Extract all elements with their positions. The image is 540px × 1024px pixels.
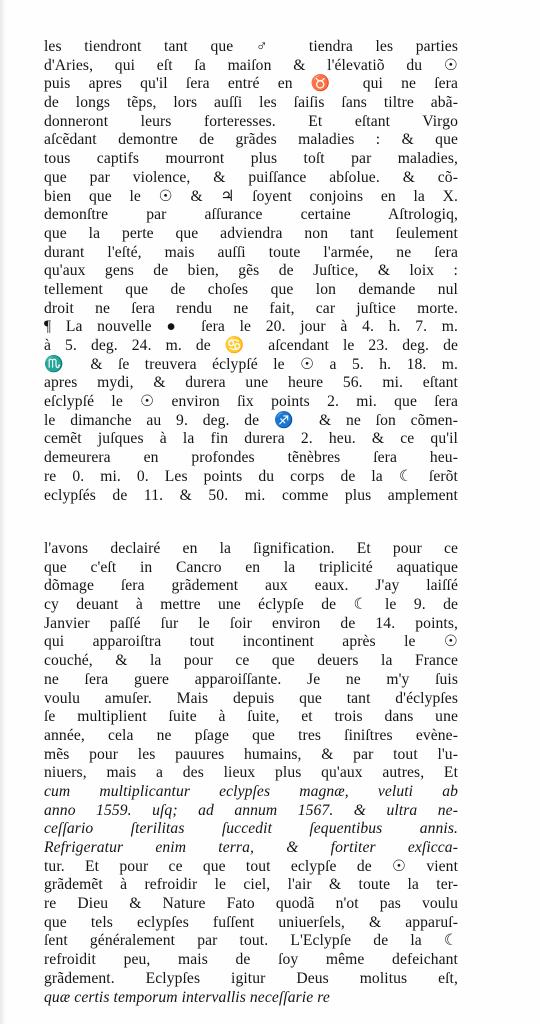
text-line: les tiendront tant que ♂ tiendra les parties [44, 38, 458, 55]
text-line: d'Aries, qui eſt ſa maiſon & l'élevatiõ du ☉ [44, 56, 458, 74]
text-line: que c'eſt in Cancro en la triplicité aquatique [44, 558, 458, 576]
text-line: bien que le ☉ & ♃ ſoyent conjoins en la X. [44, 187, 458, 205]
top-paragraph-block [44, 38, 458, 505]
text-line: que par violence, & puiſſance abſolue. & cõ- [44, 168, 458, 186]
text-line: année, cela ne pſage que tres ſiniſtres evène- [44, 726, 458, 744]
text-line: de longs tẽps, lors auſſi les ſaiſis ſans tiltre abã- [44, 94, 458, 112]
text-line: tellement que de choſes que lon demande nul [44, 280, 458, 298]
text-line: à 5. deg. 24. m. de ♋ aſcendant le 23. deg. de [44, 337, 458, 354]
text-line: grãdement. Eclypſes igitur Deus molitus eſt, [44, 969, 458, 987]
text-line: qui apparoiſtra tout incontinent après le ☉ [44, 633, 458, 651]
text-line: Refrigeratur enim terra, & fortiter exſicca- [44, 839, 458, 856]
text-line: droit ne ſera rendu ne fait, car juſtice morte. [44, 299, 458, 317]
text-line: durant l'eſté, mais auſſi toute l'armée, ne ſera [44, 243, 458, 261]
text-line: mẽs pour les pauures humains, & par tout l'u- [44, 745, 458, 763]
text-line: l'avons declairé en la ſignification. Et pour ce [44, 540, 458, 557]
text-line: que la perte que adviendra non tant ſeulement [44, 224, 458, 242]
text-line: ceſſario ſterilitas ſuccedit ſequentibus annis. [44, 820, 458, 838]
text-line: re 0. mi. 0. Les points du corps de la ☾ ſerõt [44, 467, 458, 485]
text-line: voulu amuſer. Mais depuis que tant d'éclypſes [44, 689, 458, 707]
text-line: re Dieu & Nature Fato quodã n'ot pas voulu [44, 895, 458, 913]
text-line: eſclypſé le ☉ environ ſix points 2. mi. que ſera [44, 393, 458, 411]
text-line: cemẽt juſques à la fin durera 2. heu. & ce qu'il [44, 430, 458, 448]
text-line: tous captifs mourront plus toſt par maladies, [44, 150, 458, 168]
text-line: niuers, mais a des lieux plus qu'aux autres, Et [44, 764, 458, 782]
text-line: refroidit peu, mais de ſoy même defeichant [44, 951, 458, 969]
text-line: ♏ & ſe treuvera éclypſé le ☉ a 5. h. 18. m. [44, 355, 458, 373]
text-line: qu'aux gens de bien, gẽs de Juſtice, & loix : [44, 262, 458, 280]
text-line: Janvier paſſé ſur le ſoir environ de 14. points, [44, 614, 458, 632]
text-line: couché, & la pour ce que deuers la France [44, 652, 458, 670]
text-line: cum multiplicantur eclypſes magnæ, veluti ab [44, 782, 458, 800]
text-line: apres mydi, & durera une heure 56. mi. eſtant [44, 374, 458, 392]
text-line: tur. Et pour ce que tout eclypſe de ☉ vient [44, 857, 458, 875]
text-line: grãdemẽt à refroidir le ciel, l'air & toute la ter- [44, 876, 458, 894]
page-gutter-shadow [0, 0, 6, 1024]
bottom-paragraph-block [44, 540, 458, 1007]
text-line: aſcẽdant demontre de grãdes maladies : & que [44, 131, 458, 149]
text-line: dõmage ſera grãdement aux eaux. J'ay laiſſé [44, 577, 458, 595]
text-line: anno 1559. uſq; ad annum 1567. & ultra ne- [44, 801, 458, 819]
text-line: eclypſés de 11. & 50. mi. comme plus amplement [44, 486, 458, 504]
text-line: demonſtre par aſſurance certaine Aſtrologiq, [44, 206, 458, 224]
text-line: quæ certis temporum intervallis neceſſarie re [44, 988, 330, 1006]
text-line: ſent généralement par tout. L'Eclypſe de la ☾ [44, 932, 458, 950]
text-line: ſe multiplient ſuite à ſuite, et trois dans une [44, 708, 458, 726]
text-line: demeurera en profondes tẽnèbres ſera heu- [44, 449, 458, 467]
text-line: le dimanche au 9. deg. de ♐ & ne ſon cõmen- [44, 411, 458, 429]
text-line: cy deuant à mettre une éclypſe de ☾ le 9. de [44, 596, 458, 614]
text-line: que tels eclypſes fuſſent uniuerſels, & apparuſ- [44, 913, 458, 931]
text-line: puis apres qu'il ſera entré en ♉ qui ne ſera [44, 75, 458, 93]
text-line: ¶ La nouvelle ● ſera le 20. jour à 4. h. 7. m. [44, 318, 458, 336]
text-line: donneront leurs forteresses. Et eſtant Virgo [44, 112, 458, 130]
text-line: ne ſera guere apparoiſſante. Je ne m'y ſuis [44, 670, 458, 688]
